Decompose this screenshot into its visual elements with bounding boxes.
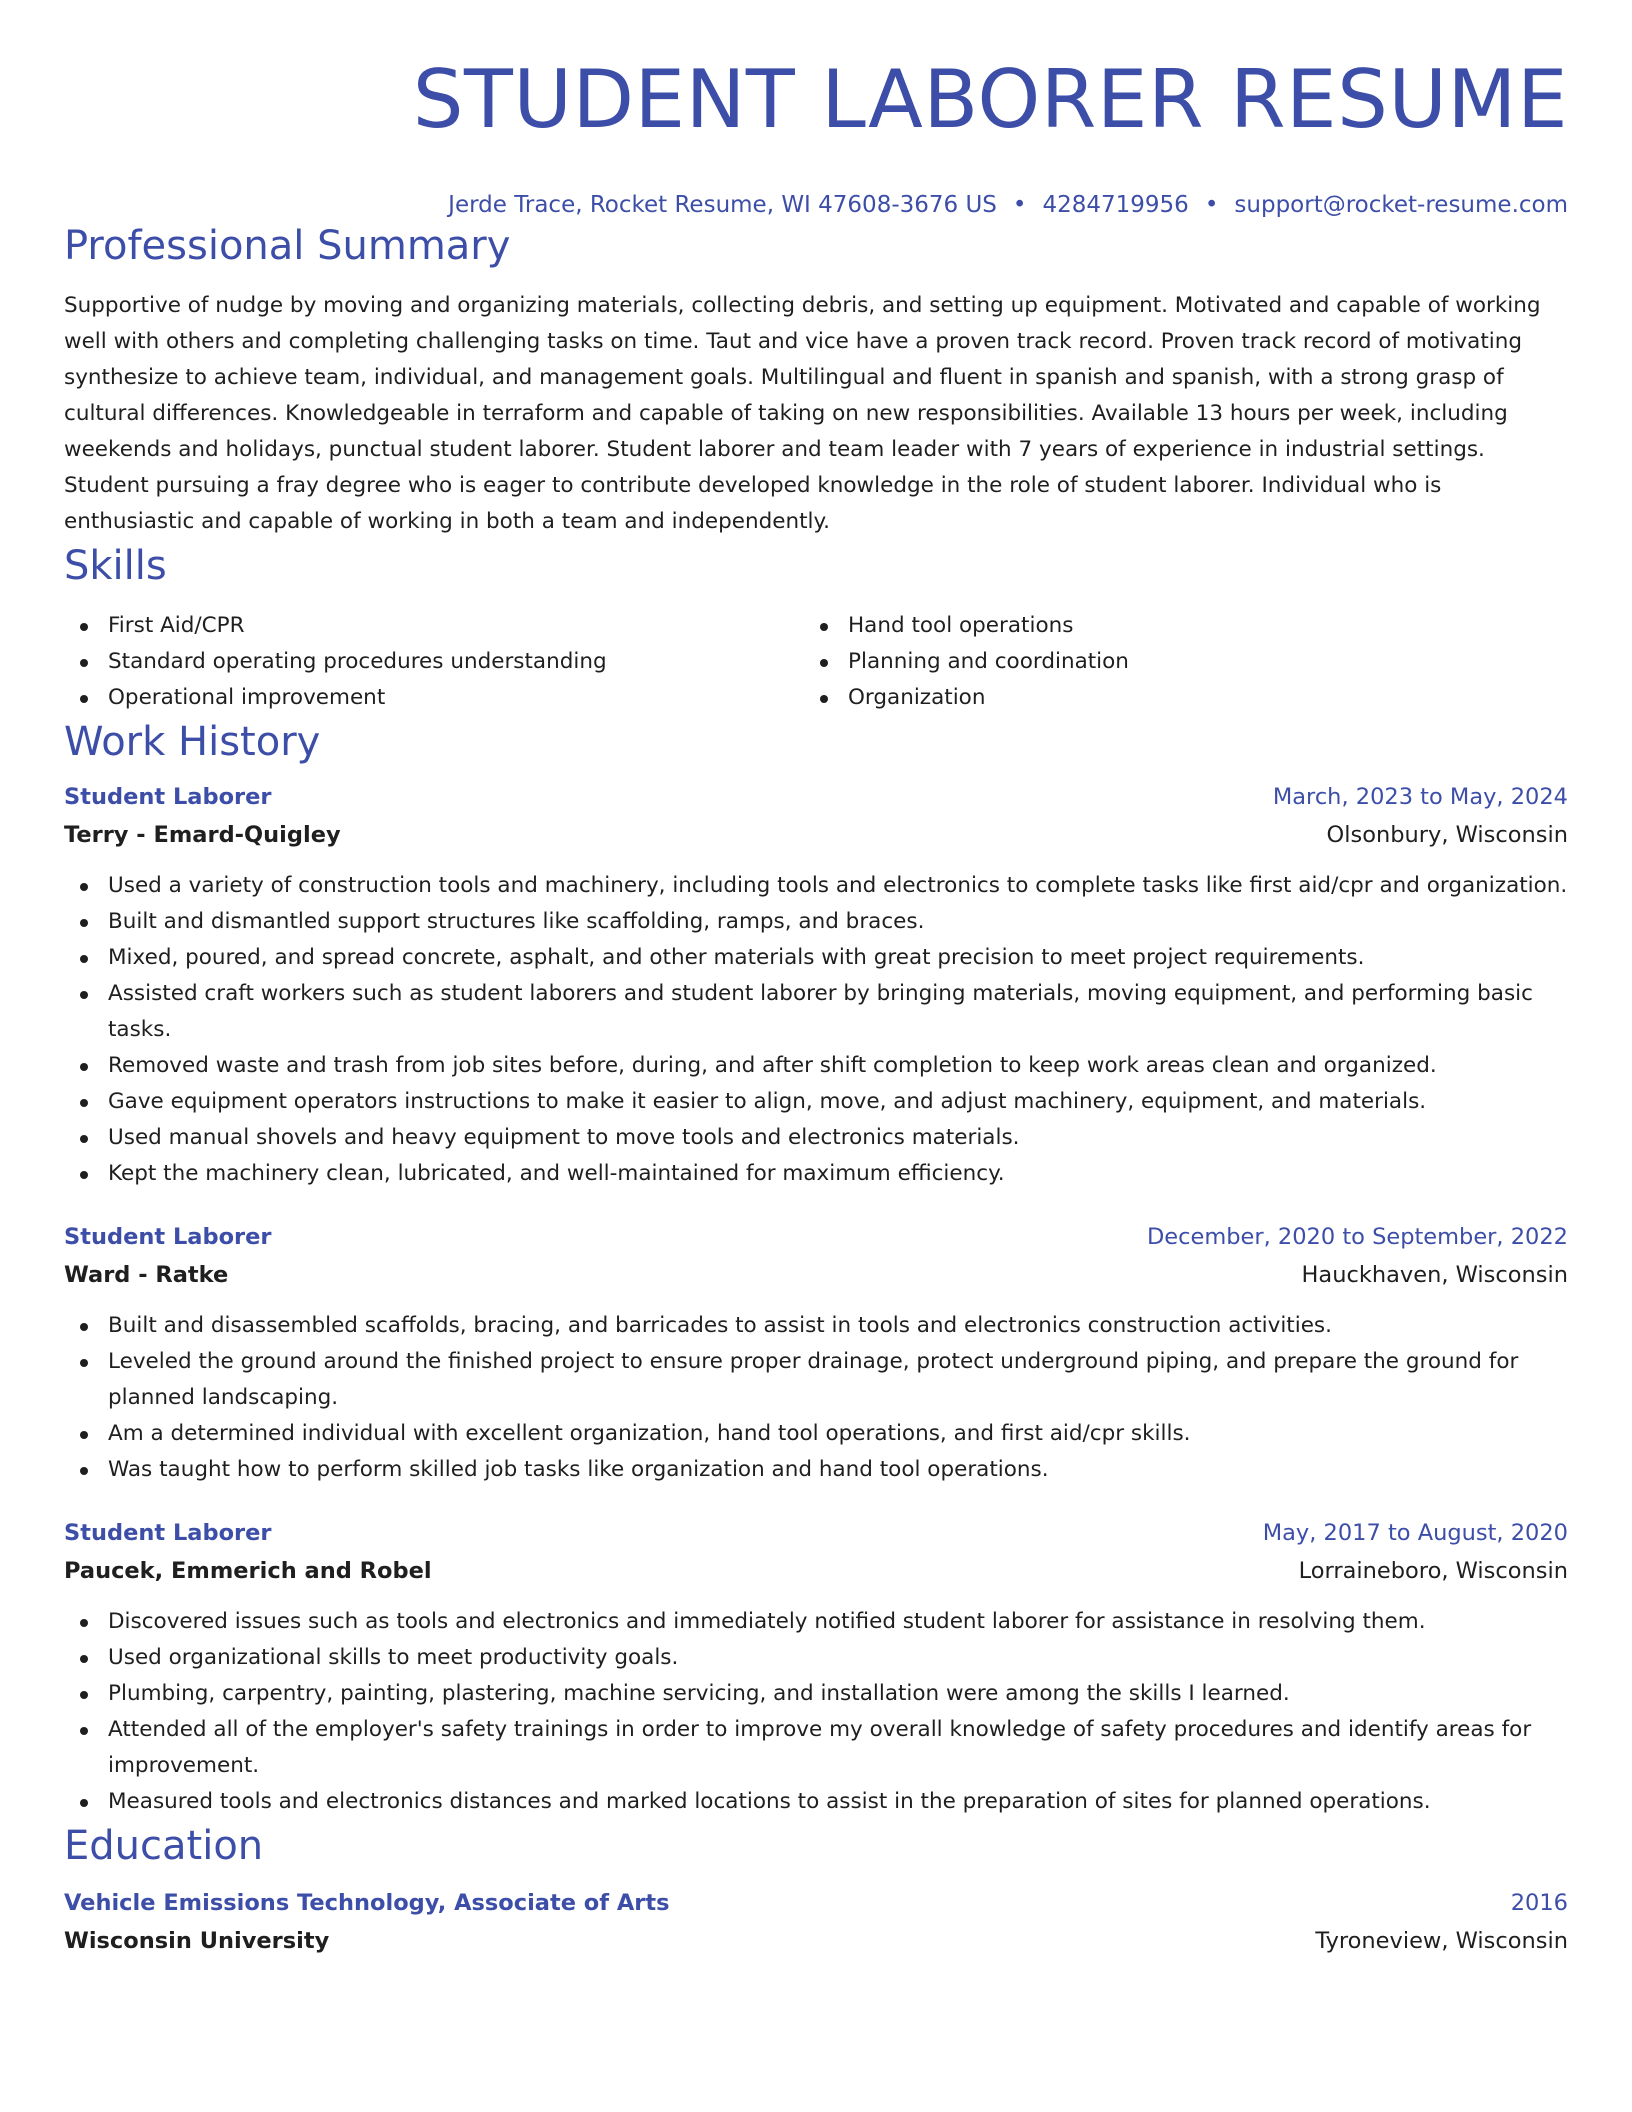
job-bullet: Removed waste and trash from job sites before, during, and after shift completion to keep work areas clean and organized.	[64, 1048, 1568, 1084]
job-bullet: Attended all of the employer's safety trainings in order to improve my overall knowledge of safety procedures and identify areas for improvement.	[64, 1712, 1568, 1784]
job-bullet: Kept the machinery clean, lubricated, and well-maintained for maximum efficiency.	[64, 1156, 1568, 1192]
skills-column-right	[804, 608, 1544, 716]
job-bullet: Built and dismantled support structures like scaffolding, ramps, and braces.	[64, 904, 1568, 940]
skills-column-left	[64, 608, 804, 716]
job-location: Lorraineboro, Wisconsin	[1298, 1558, 1568, 1584]
skill-item: First Aid/CPR	[64, 608, 804, 644]
job-bullet: Used organizational skills to meet productivity goals.	[64, 1640, 1568, 1676]
job-bullet: Assisted craft workers such as student laborers and student laborer by bringing materials, moving equipment, and performing basic tasks.	[64, 976, 1568, 1048]
summary-heading: Professional Summary	[64, 223, 511, 269]
job-company: Ward - Ratke	[64, 1262, 229, 1288]
job-title: Student Laborer	[64, 1520, 272, 1546]
job-location: Hauckhaven, Wisconsin	[1301, 1262, 1568, 1288]
job-entry	[64, 1218, 1568, 1488]
job-bullet: Am a determined individual with excellent organization, hand tool operations, and first aid/cpr skills.	[64, 1416, 1568, 1452]
skill-item: Standard operating procedures understanding	[64, 644, 804, 680]
resume-title: STUDENT LABORER RESUME	[412, 53, 1568, 146]
skill-item: Organization	[804, 680, 1544, 716]
education-subheader	[64, 1922, 1568, 1960]
job-bullet: Mixed, poured, and spread concrete, asphalt, and other materials with great precision to meet project requirements.	[64, 940, 1568, 976]
contact-separator: •	[1204, 192, 1219, 218]
contact-line	[64, 190, 1568, 220]
job-bullet: Measured tools and electronics distances and marked locations to assist in the preparation of sites for planned operations.	[64, 1784, 1568, 1820]
skill-item: Planning and coordination	[804, 644, 1544, 680]
job-title: Student Laborer	[64, 1224, 272, 1250]
work-history-heading: Work History	[64, 719, 321, 765]
job-entry	[64, 778, 1568, 1192]
job-dates: December, 2020 to September, 2022	[1146, 1224, 1568, 1250]
skill-item: Operational improvement	[64, 680, 804, 716]
education-entry	[64, 1884, 1568, 1960]
education-location: Tyroneview, Wisconsin	[1315, 1928, 1568, 1954]
job-subheader	[64, 816, 1568, 854]
skills-list	[64, 608, 1568, 716]
job-location: Olsonbury, Wisconsin	[1326, 822, 1568, 848]
job-bullet: Plumbing, carpentry, painting, plastering, machine servicing, and installation were among the skills I learned.	[64, 1676, 1568, 1712]
skills-heading: Skills	[64, 543, 167, 589]
job-bullet: Discovered issues such as tools and electronics and immediately notified student laborer for assistance in resolving them.	[64, 1604, 1568, 1640]
job-dates: May, 2017 to August, 2020	[1262, 1520, 1568, 1546]
contact-separator: •	[1012, 192, 1027, 218]
education-school: Wisconsin University	[64, 1928, 330, 1954]
education-year: 2016	[1510, 1890, 1568, 1916]
job-entry	[64, 1514, 1568, 1820]
job-bullets	[64, 868, 1568, 1192]
job-company: Paucek, Emmerich and Robel	[64, 1558, 432, 1584]
job-bullet: Built and disassembled scaffolds, bracing, and barricades to assist in tools and electronics construction activities.	[64, 1308, 1568, 1344]
job-bullet: Gave equipment operators instructions to make it easier to align, move, and adjust machinery, equipment, and materials.	[64, 1084, 1568, 1120]
job-bullets	[64, 1604, 1568, 1820]
job-subheader	[64, 1256, 1568, 1294]
contact-phone: 4284719956	[1042, 192, 1189, 218]
education-header	[64, 1884, 1568, 1922]
summary-text: Supportive of nudge by moving and organizing materials, collecting debris, and setting up equipment. Motivated and capable of working well with others and completing challenging tasks on time. Taut and vice have a proven track record. Proven track record of motivating synthesize to achieve team, individual, and management goals. Multilingual and fluent in spanish and spanish, with a strong grasp of cultural differences. Knowledgeable in terraform and capable of taking on new responsibilities. Available 13 hours per week, including weekends and holidays, punctual student laborer. Student laborer and team leader with 7 years of experience in industrial settings. Student pursuing a fray degree who is eager to contribute developed knowledge in the role of student laborer. Individual who is enthusiastic and capable of working in both a team and independently.	[64, 293, 1541, 534]
job-company: Terry - Emard-Quigley	[64, 822, 341, 848]
job-bullet: Used a variety of construction tools and machinery, including tools and electronics to complete tasks like first aid/cpr and organization.	[64, 868, 1568, 904]
job-header	[64, 778, 1568, 816]
job-subheader	[64, 1552, 1568, 1590]
education-heading: Education	[64, 1823, 264, 1869]
job-dates: March, 2023 to May, 2024	[1272, 784, 1568, 810]
job-bullet: Was taught how to perform skilled job tasks like organization and hand tool operations.	[64, 1452, 1568, 1488]
job-title: Student Laborer	[64, 784, 272, 810]
contact-email: support@rocket-resume.com	[1234, 192, 1568, 218]
skill-item: Hand tool operations	[804, 608, 1544, 644]
job-bullet: Used manual shovels and heavy equipment to move tools and electronics materials.	[64, 1120, 1568, 1156]
job-header	[64, 1514, 1568, 1552]
education-degree: Vehicle Emissions Technology, Associate of Arts	[64, 1890, 670, 1916]
job-bullet: Leveled the ground around the finished project to ensure proper drainage, protect underground piping, and prepare the ground for planned landscaping.	[64, 1344, 1568, 1416]
job-header	[64, 1218, 1568, 1256]
contact-address: Jerde Trace, Rocket Resume, WI 47608-3676 US	[448, 192, 997, 218]
job-bullets	[64, 1308, 1568, 1488]
